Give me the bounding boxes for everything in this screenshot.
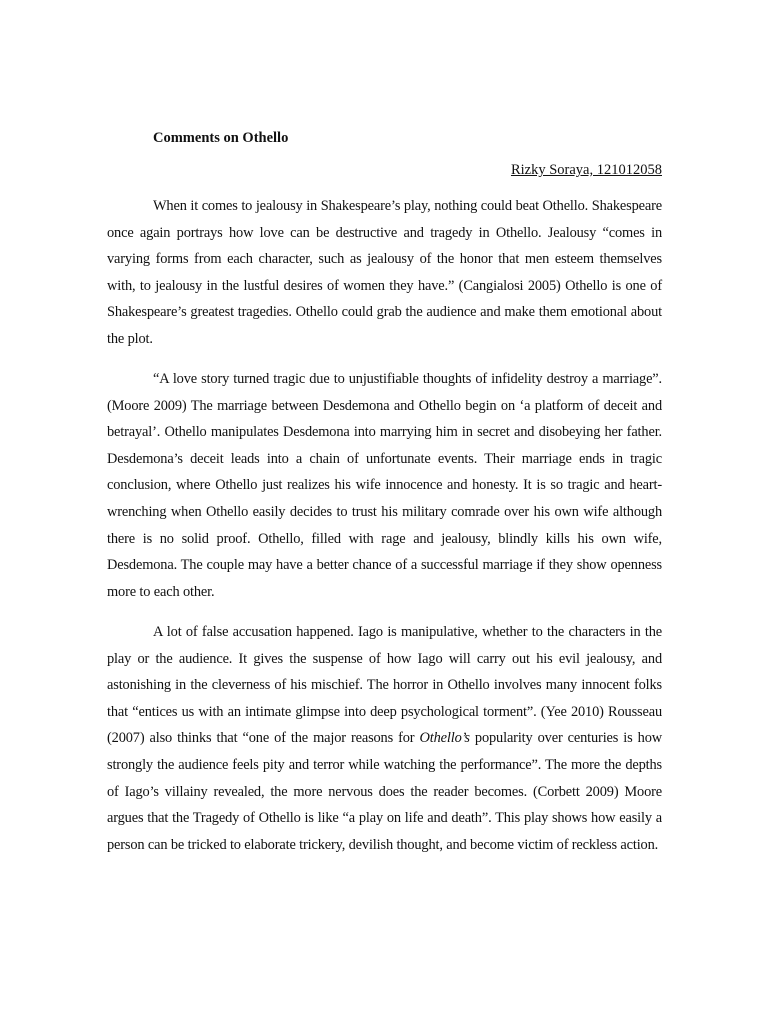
author-line: Rizky Soraya, 121012058 [510,162,662,178]
document-page [107,0,662,1024]
paragraph-text: When it comes to jealousy in Shakespeare’s play, nothing could beat Othello. Shakespeare once again portrays how love can be destructive and tragedy in Othello. Jealousy “comes in varying forms from each character, such as jealousy of the honor that men esteem themselves with, to jealousy in the lustful desires of women they have.” (Cangialosi 2005) Othello is one of Shakespeare’s greatest tragedies. Othello could grab the audience and make them emotional about the plot. [107,198,662,347]
document-title: Comments on Othello [153,130,289,146]
paragraph-1 [107,193,662,353]
italic-play-title: Othello’s [419,730,470,747]
paragraph-text: “A love story turned tragic due to unjustifiable thoughts of infidelity destroy a marriage”. (Moore 2009) The marriage between Desdemona and Othello begin on ‘a platform of deceit and betrayal’. Othello manipulates Desdemona into marrying him in secret and disobeying her father. Desdemona’s deceit leads into a chain of unfortunate events. Their marriage ends in tragic conclusion, where Othello just realizes his wife innocence and honesty. It is so tragic and heart-wrenching when Othello easily decides to trust his military comrade over his own wife although there is no solid proof. Othello, filled with rage and jealousy, blindly kills his own wife, Desdemona. The couple may have a better chance of a successful marriage if they show openness more to each other. [107,371,662,600]
paragraph-3 [107,619,662,858]
paragraph-text [107,619,662,858]
paragraph-2 [107,366,662,605]
paragraph-text-part: A lot of false accusation happened. Iago is manipulative, whether to the characters in the play or the audience. It gives the suspense of how Iago will carry out his evil jealousy, and astonishing in the cleverness of his mischief. The horror in Othello involves many innocent folks that “entices us with an intimate glimpse into deep psychological torment”. (Yee 2010) Rousseau (2007) also thinks that “one of the major reasons for [107,624,662,747]
paragraph-text-part: popularity over centuries is how strongly the audience feels pity and terror while watching the performance”. The more the depths of Iago’s villainy revealed, the more nervous does the reader becomes. (Corbett 2009) Moore argues that the Tragedy of Othello is like “a play on life and death”. This play shows how easily a person can be tricked to elaborate trickery, devilish thought, and become victim of reckless action. [107,730,662,853]
